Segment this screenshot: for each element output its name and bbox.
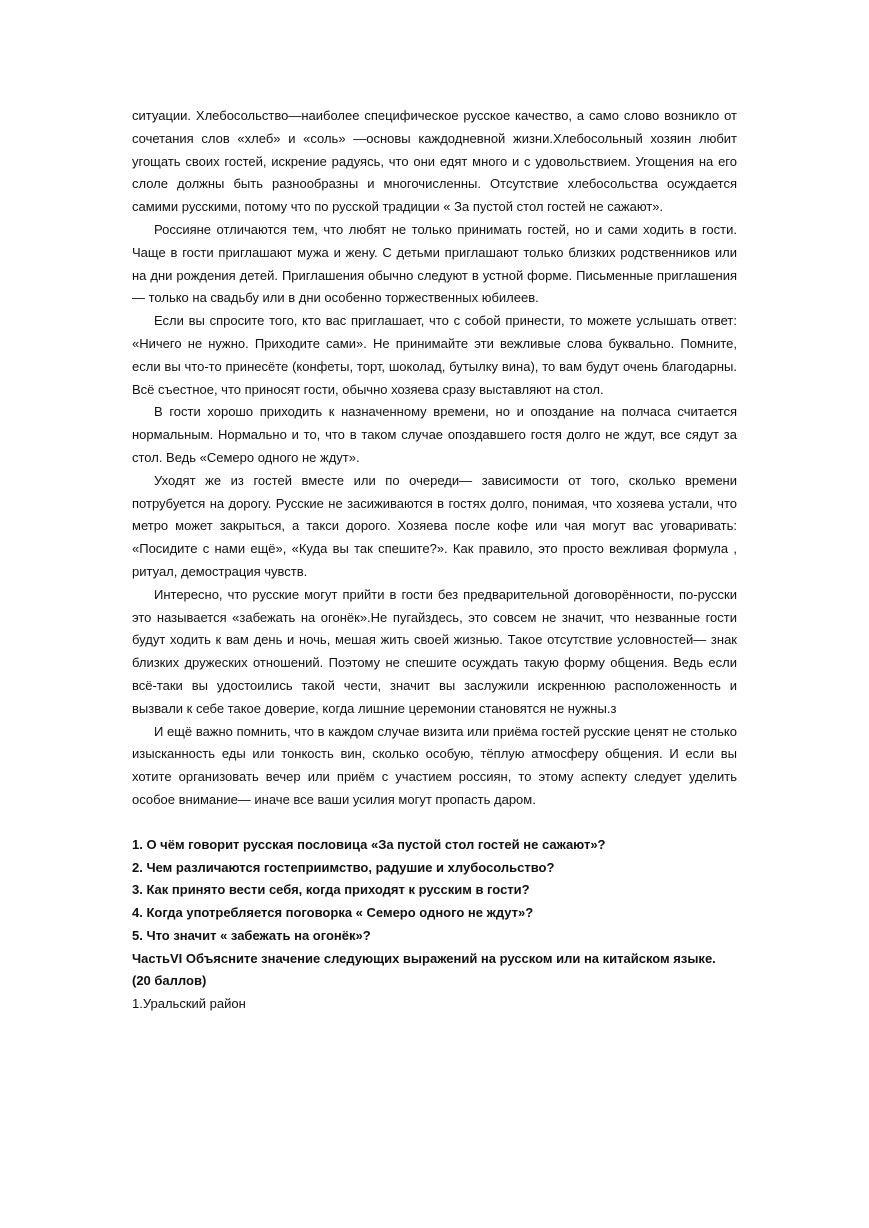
paragraph-unannounced-visits: Интересно, что русские могут прийти в гости без предварительной договорённости, по-русски это называется «забежать на огонёк».Не пугайздесь, это совсем не значит, что незванные гости будут ходить к вам день и ночь, мешая жить своей жизнью. Такое отсутствие условностей— знак близких дружеских отношений. Поэтому не спешите осуждать такую форму общения. Ведь если всё-таки вы удостоились такой чести, значит вы заслужили искреннюю расположенность и вызвали к себе такое доверие, когда лишние церемонии становятся не нужны.з (132, 586, 737, 716)
paragraph-visiting: Россияне отличаются тем, что любят не только принимать гостей, но и сами ходить в гости. Чаще в гости приглашают мужа и жену. С детьми приглашают только близких родственников или на дни рождения детей. Приглашения обычно следуют в устной форме. Письменные приглашения— только на свадьбу или в дни особенно торжественных юбилеев. (132, 221, 737, 306)
document-page (132, 105, 737, 1016)
question-1: 1. О чём говорит русская пословица «За пустой стол гостей не сажают»? (132, 836, 606, 852)
paragraph-what-to-bring: Если вы спросите того, кто вас приглашает, что с собой принести, то можете услышать ответ: «Ничего не нужно. Приходите сами». Не принимайте эти вежливые слова буквально. Помните, если вы что-то принесёте (конфеты, торт, шоколад, бутылку вина), то вам будут очень благодарны. Всё съестное, что приносят гости, обычно хозяева сразу выставляют на стол. (132, 313, 737, 397)
question-5: 5. Что значит « забежать на огонёк»? (132, 927, 371, 943)
section-gap (132, 812, 737, 834)
question-2: 2. Чем различаются гостеприимство, радушие и хлубосольство? (132, 859, 555, 875)
paragraph-hospitality: ситуации. Хлебосольство—наиболее специфическое русское качество, а само слово возникло от сочетания слов «хлеб» и «соль» —основы каждодневной жизни.Хлебосольный хозяин любит угощать своих гостей, искрение радуясь, что они едят много и с удовольствием. Угощения на его слоле должны быть разнообразны и многочисленны. Отсутствие хлебосольства осуждается самими русскими, потому что по русской традиции « За пустой стол гостей не сажают». (132, 108, 737, 215)
task-item-1: 1.Уральский район (132, 996, 246, 1012)
paragraph-punctuality: В гости хорошо приходить к назначенному времени, но и опоздание на полчаса считается нормальным. Нормально и то, что в таком случае опоздавшего гостя долго не ждут, все сядут за стол. Ведь «Семеро одного не ждут». (132, 404, 737, 465)
paragraph-atmosphere: И ещё важно помнить, что в каждом случае визита или приёма гостей русские ценят не столько изысканность еды или тонкость вин, сколько особую, тёплую атмосферу общения. И если вы хотите организовать вечер или приём с участием россиян, то этому аспекту следует уделить особое внимание— иначе все ваши усилия могут пропасть даром. (132, 723, 737, 807)
paragraph-leaving: Уходят же из гостей вместе или по очереди— зависимости от того, сколько времени потрубуется на дорогу. Русские не засиживаются в гостях долго, понимая, что хозяева устали, что метро может закрыться, а такси дорого. Хозяева после кофе или чая могут вас уговаривать: «Посидите с нами ещё», «Куда вы так спешите?». Как правило, это просто вежливая формула , ритуал, демострация чувств. (132, 472, 737, 579)
part-vi-title: ЧастьVI Объясните значение следующих выражений на русском или на китайском языке. (20 баллов) (132, 950, 716, 989)
question-3: 3. Как принято вести себя, когда приходят к русским в гости? (132, 882, 530, 898)
question-4: 4. Когда употребляется поговорка « Семеро одного не ждут»? (132, 905, 534, 921)
